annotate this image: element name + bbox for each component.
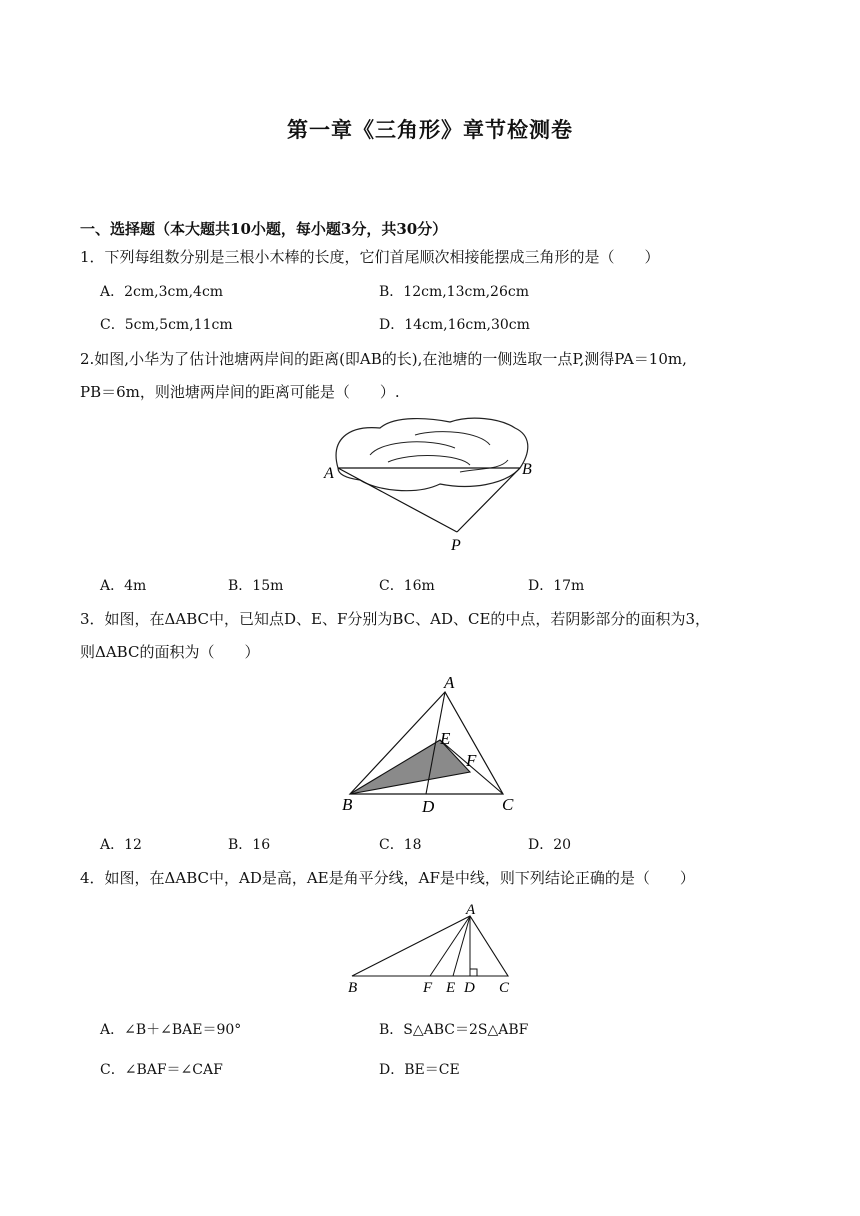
q4-label-a: A xyxy=(466,902,476,918)
q1-option-c: C．5cm,5cm,11cm xyxy=(100,317,233,333)
q3-option-c: C．18 xyxy=(379,837,422,853)
pond-wave-1 xyxy=(370,442,455,455)
q4-stem: 4．如图，在ΔABC中，AD是高，AE是角平分线，AF是中线，则下列结论正确的是（ ） xyxy=(80,869,695,887)
pond-wave-3 xyxy=(415,432,490,445)
q4-option-a: A．∠B＋∠BAE＝90° xyxy=(100,1022,242,1038)
q2-label-b: B xyxy=(522,461,532,478)
q2-stem-line1: 2.如图,小华为了估计池塘两岸间的距离(即AB的长),在池塘的一侧选取一点P,测得PA＝10m, xyxy=(80,350,687,368)
pond-outline xyxy=(336,418,528,490)
q4-label-e: E xyxy=(446,980,456,996)
segment-ap xyxy=(338,468,457,532)
q3-option-b: B．16 xyxy=(228,837,271,853)
triangle-altitude-figure xyxy=(340,898,525,998)
q4-option-d: D．BE＝CE xyxy=(379,1062,460,1078)
q3-label-d: D xyxy=(422,797,435,816)
q4-label-b: B xyxy=(348,980,358,996)
q4-label-d: D xyxy=(464,980,475,996)
page-title: 第一章《三角形》章节检测卷 xyxy=(287,117,573,142)
q4-label-c: C xyxy=(499,980,510,996)
triangle-midpoint-figure xyxy=(330,672,530,817)
q2-option-a: A．4m xyxy=(100,578,147,594)
q3-label-c: C xyxy=(502,795,514,814)
q1-option-d: D．14cm,16cm,30cm xyxy=(379,317,530,333)
q2-option-b: B．15m xyxy=(228,578,284,594)
q1-stem: 1．下列每组数分别是三根小木棒的长度，它们首尾顺次相接能摆成三角形的是（ ） xyxy=(80,248,660,266)
q3-option-a: A．12 xyxy=(100,837,142,853)
q3-label-b: B xyxy=(342,795,353,814)
q4-option-b: B．S△ABC＝2S△ABF xyxy=(379,1022,529,1038)
q3-stem-line1: 3．如图，在ΔABC中，已知点D、E、F分别为BC、AD、CE的中点，若阴影部分的面积为3， xyxy=(80,610,710,628)
q2-label-p: P xyxy=(451,537,461,554)
q4-label-f: F xyxy=(423,980,433,996)
triangle-abc xyxy=(352,916,508,976)
pond-wave-4 xyxy=(460,460,508,472)
q2-option-c: C．16m xyxy=(379,578,435,594)
q3-label-e: E xyxy=(440,729,451,748)
q3-option-d: D．20 xyxy=(528,837,572,853)
q4-option-c: C．∠BAF＝∠CAF xyxy=(100,1062,223,1078)
q3-label-a: A xyxy=(444,673,455,692)
q3-label-f: F xyxy=(466,751,477,770)
section-heading: 一、选择题（本大题共10小题，每小题3分，共30分） xyxy=(80,220,448,238)
q2-option-d: D．17m xyxy=(528,578,585,594)
q1-option-a: A．2cm,3cm,4cm xyxy=(100,284,224,300)
shaded-triangle xyxy=(350,740,470,794)
pond-figure xyxy=(320,410,545,560)
median-af xyxy=(430,916,470,976)
bisector-ae xyxy=(453,916,470,976)
right-angle-mark xyxy=(470,969,477,976)
q3-stem-line2: 则ΔABC的面积为（ ） xyxy=(80,643,260,661)
q2-label-a: A xyxy=(324,465,334,482)
q2-stem-line2: PB＝6m，则池塘两岸间的距离可能是（ ）. xyxy=(80,383,400,401)
q1-option-b: B．12cm,13cm,26cm xyxy=(379,284,529,300)
segment-bp xyxy=(457,468,520,532)
pond-wave-2 xyxy=(388,456,470,465)
